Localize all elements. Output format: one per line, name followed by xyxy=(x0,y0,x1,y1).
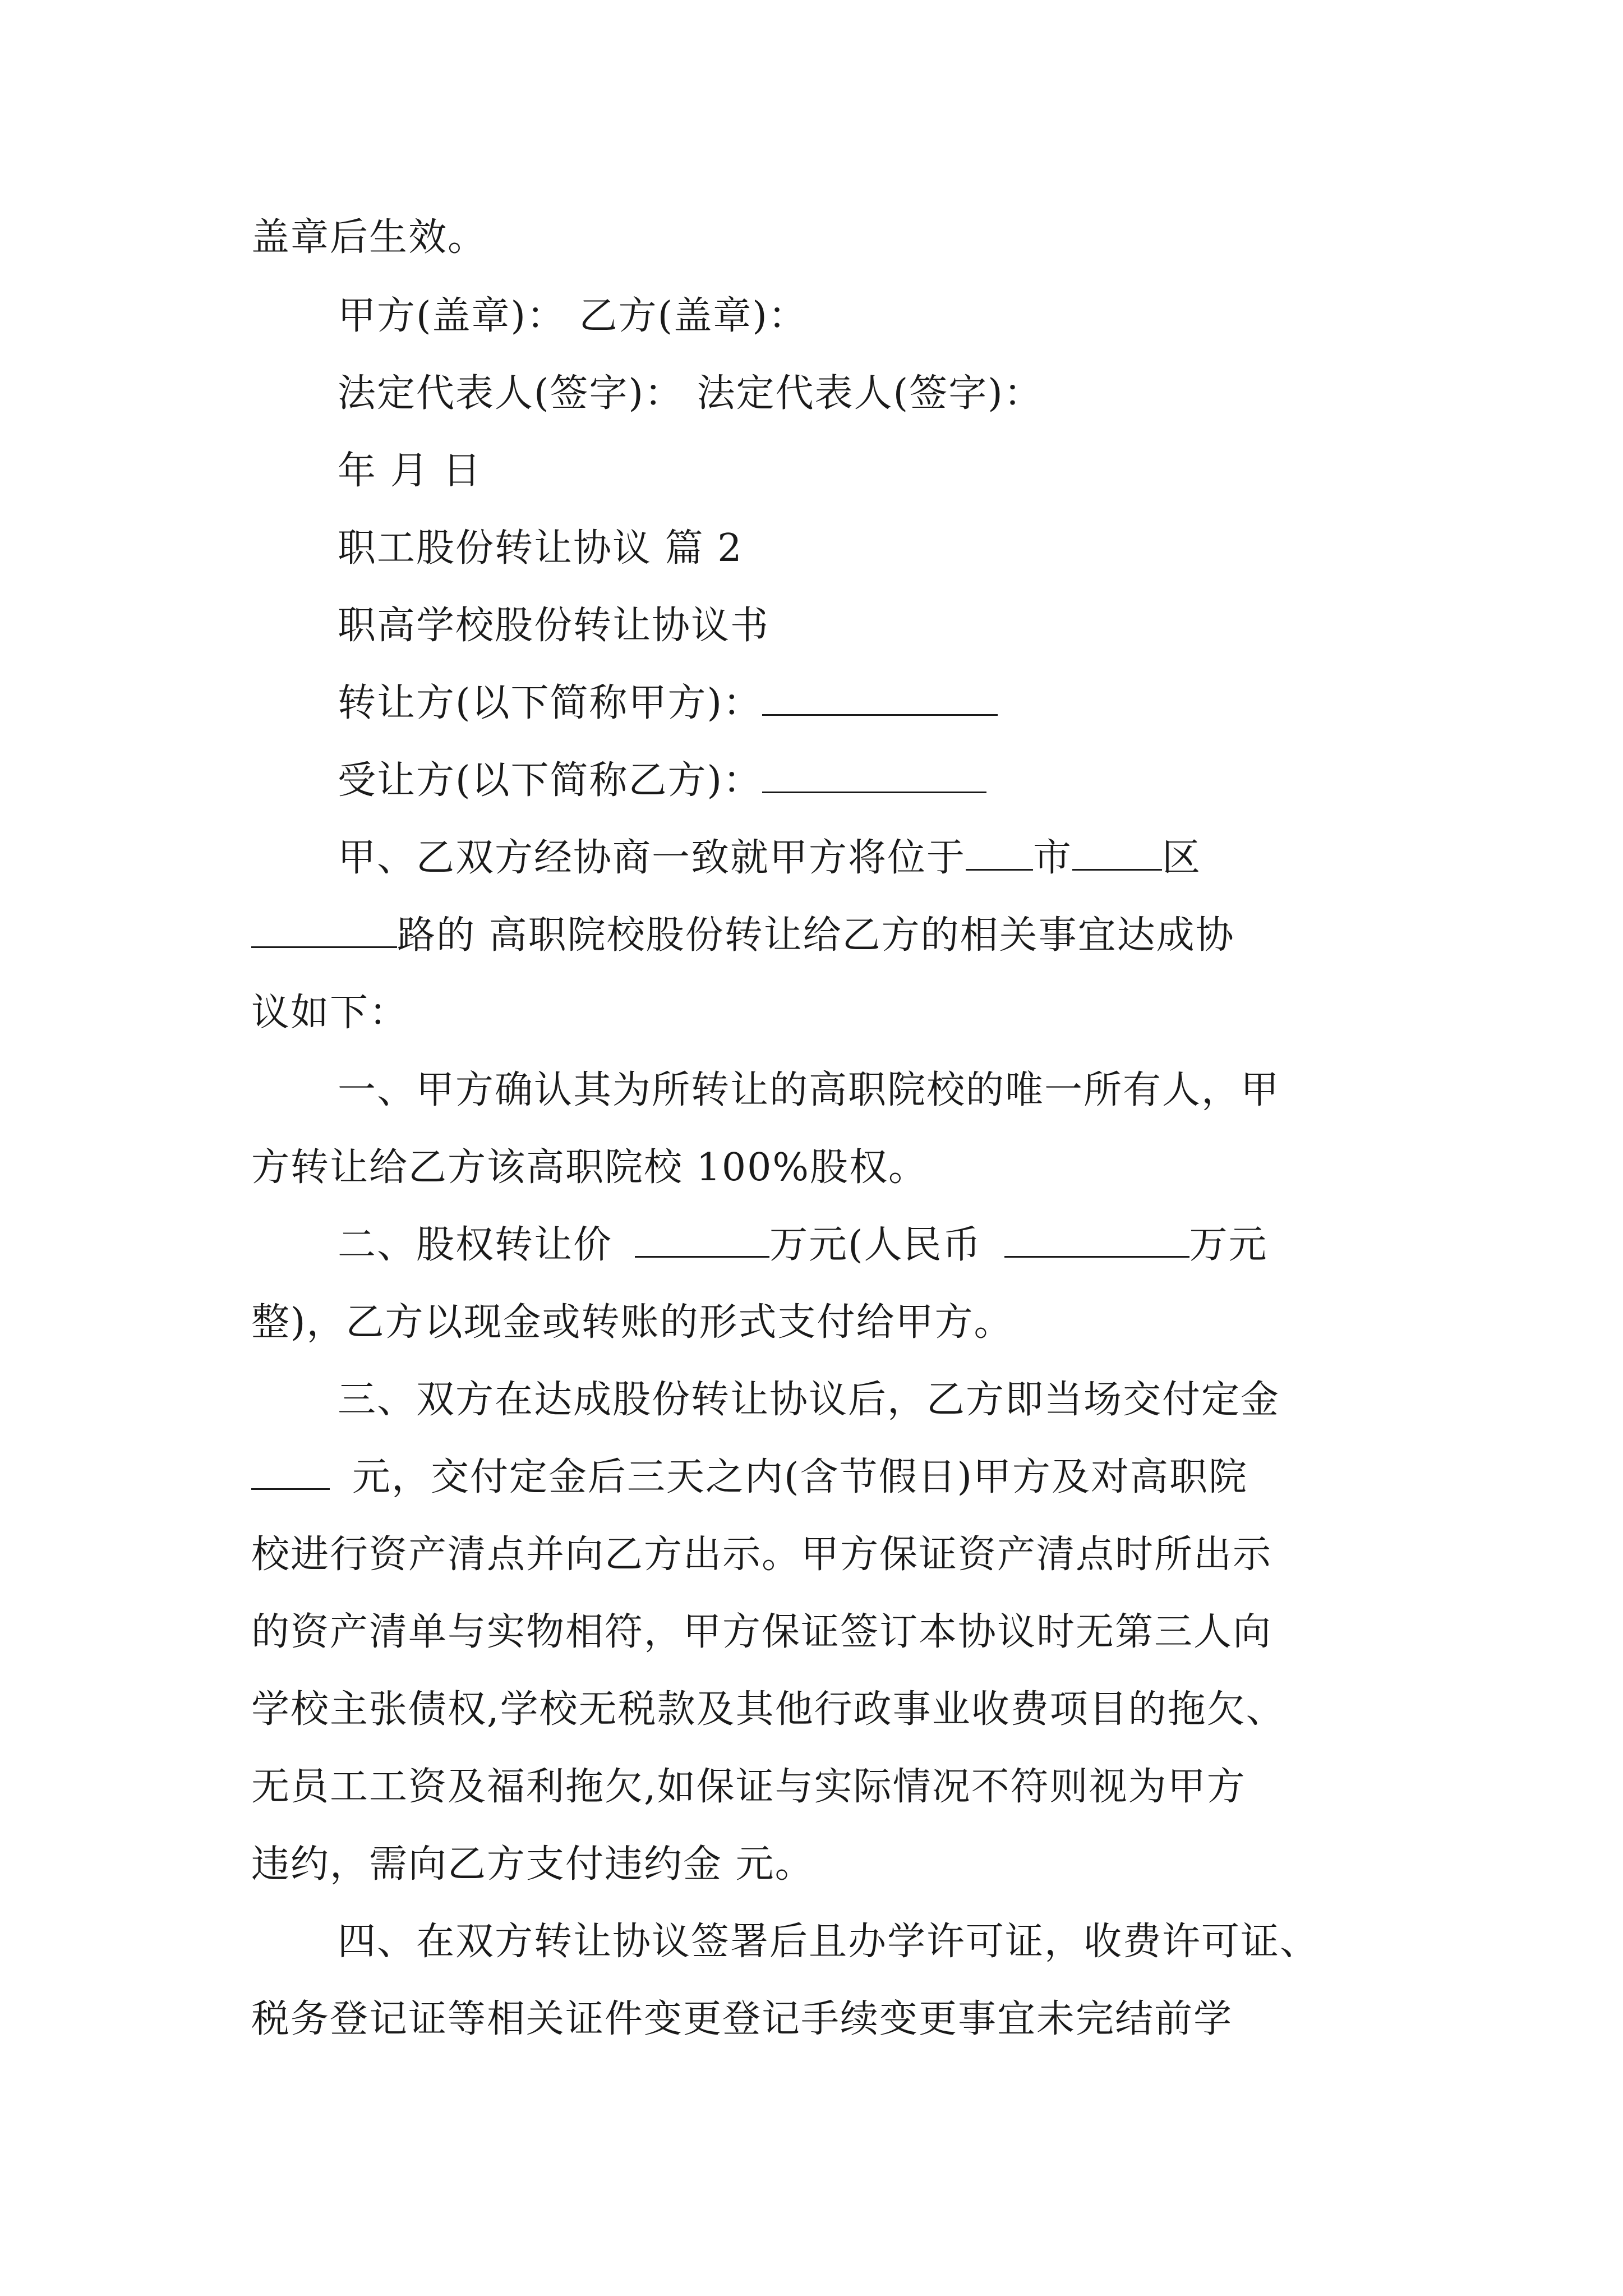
text-line: 盖章后生效。 xyxy=(251,215,487,260)
transferee-line xyxy=(338,758,986,803)
text-segment: 二、股权转让价 xyxy=(338,1223,613,1267)
text-segment: 路的 高职院校股份转让给乙方的相关事宜达成协 xyxy=(397,913,1235,958)
city-blank xyxy=(966,869,1033,871)
text-line: 税务登记证等相关证件变更登记手续变更事宜未完结前学 xyxy=(251,1997,1233,2041)
text-line xyxy=(251,1455,1248,1499)
price-blank xyxy=(635,1256,769,1258)
text-line xyxy=(251,913,1235,958)
text-line xyxy=(338,836,1202,880)
text-line xyxy=(338,1223,1268,1267)
signature-party-line: 甲方(盖章)： 乙方(盖章)： xyxy=(338,294,808,338)
text-segment: 甲、乙双方经协商一致就甲方将位于 xyxy=(338,836,966,880)
district-blank xyxy=(1072,869,1162,871)
deposit-blank xyxy=(251,1488,330,1490)
text-line: 无员工工资及福利拖欠,如保证与实际情况不符则视为甲方 xyxy=(251,1765,1246,1809)
road-blank xyxy=(251,946,397,948)
text-segment: 元，交付定金后三天之内(含节假日)甲方及对高职院 xyxy=(352,1455,1248,1499)
document-title: 职高学校股份转让协议书 xyxy=(338,604,770,648)
text-line: 的资产清单与实物相符，甲方保证签订本协议时无第三人向 xyxy=(251,1610,1272,1654)
text-line: 三、双方在达成股份转让协议后，乙方即当场交付定金 xyxy=(338,1378,1280,1422)
text-line: 方转让给乙方该高职院校 100%股权。 xyxy=(251,1145,928,1190)
transferor-label: 转让方(以下简称甲方)： xyxy=(338,681,763,725)
text-line: 一、甲方确认其为所转让的高职院校的唯一所有人，甲 xyxy=(338,1068,1280,1112)
text-segment: 万元 xyxy=(1189,1223,1268,1267)
section-heading: 职工股份转让协议 篇 2 xyxy=(338,526,743,570)
rmb-blank xyxy=(1004,1256,1189,1258)
text-line: 议如下： xyxy=(251,991,409,1035)
signature-representative-line: 法定代表人(签字)： 法定代表人(签字)： xyxy=(338,371,1043,416)
transferee-label: 受让方(以下简称乙方)： xyxy=(338,758,763,803)
text-segment: 市 xyxy=(1033,836,1073,880)
text-line: 学校主张债权,学校无税款及其他行政事业收费项目的拖欠、 xyxy=(251,1687,1285,1732)
text-line: 校进行资产清点并向乙方出示。甲方保证资产清点时所出示 xyxy=(251,1533,1272,1577)
transferor-blank xyxy=(762,714,998,716)
text-line: 整)，乙方以现金或转账的形式支付给甲方。 xyxy=(251,1300,1013,1345)
text-segment: 万元(人民币 xyxy=(769,1223,982,1267)
date-line: 年 月 日 xyxy=(338,449,482,493)
text-line: 违约，需向乙方支付违约金 元。 xyxy=(251,1842,814,1887)
text-segment: 区 xyxy=(1162,836,1202,880)
transferee-blank xyxy=(762,792,986,793)
transferor-line xyxy=(338,681,998,725)
text-line: 四、在双方转让协议签署后且办学许可证，收费许可证、 xyxy=(338,1920,1320,1964)
